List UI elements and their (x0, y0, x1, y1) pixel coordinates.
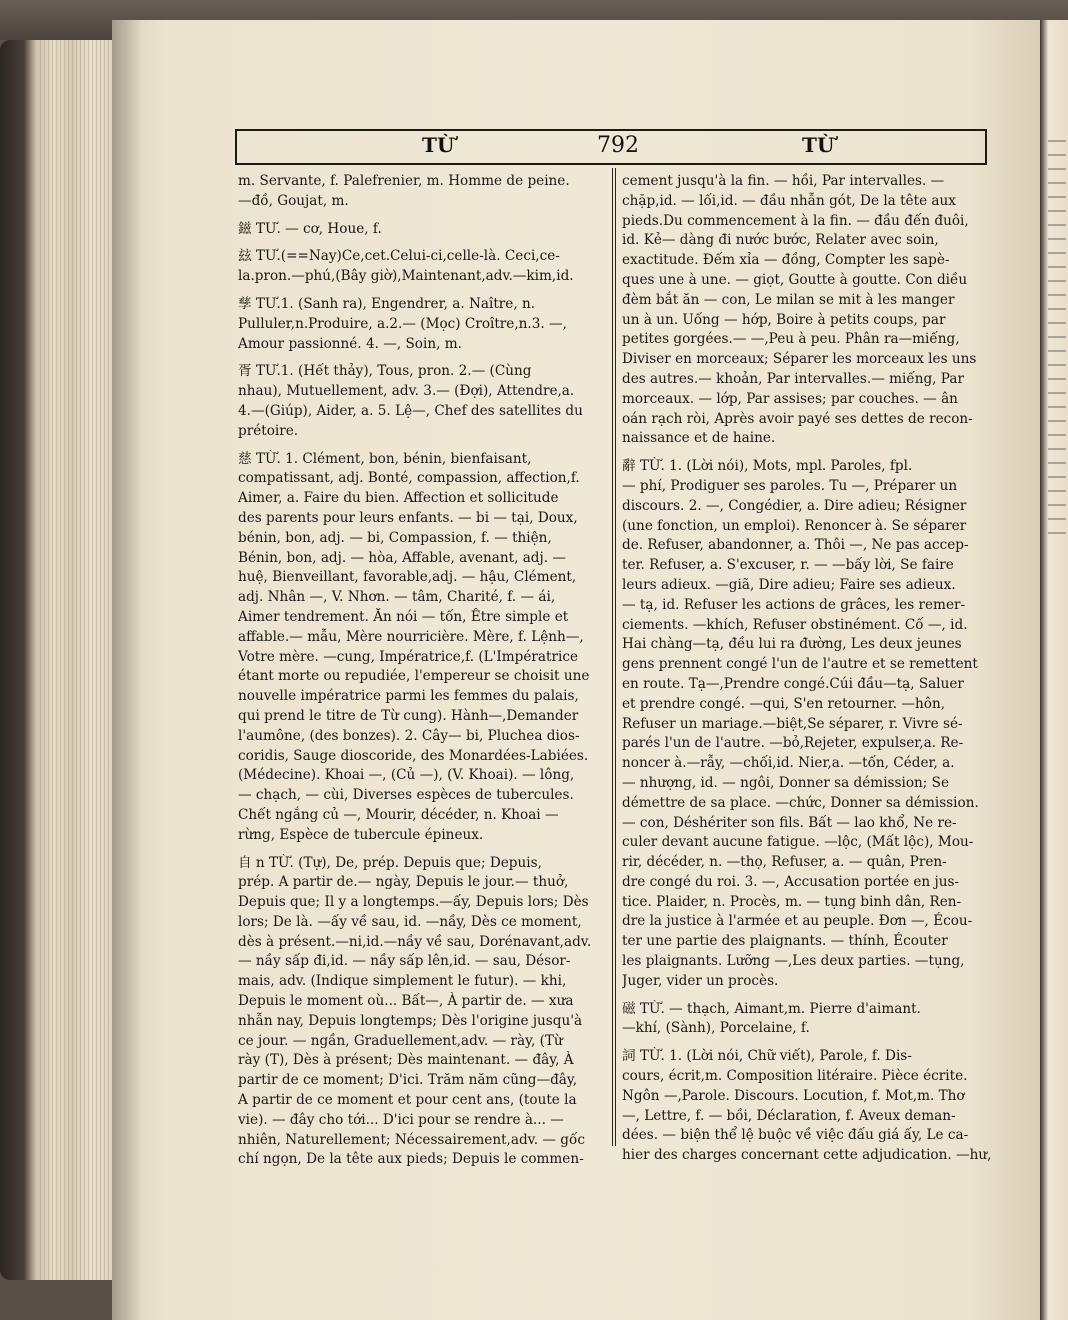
column-divider (612, 168, 616, 1146)
text-line: les plaignants. Lưỡng —,Les deux parties. —tụng, (622, 953, 965, 970)
text-line: tice. Plaider, n. Procès, m. — tụng binh dân, Ren- (622, 893, 962, 910)
text-line: exactitude. Đếm xỉa — đồng, Compter les sapè- (622, 252, 950, 269)
text-line: vie). — đây cho tới... D'ici pour se rendre à... — (238, 1111, 564, 1128)
text-line: naissance et de haine. (622, 430, 776, 447)
text-line: Chết ngắng củ —, Mourir, décéder, n. Khoai — (238, 806, 559, 823)
text-line: la.pron.—phú,(Bây giờ),Maintenant,adv.—kim,id. (238, 268, 574, 285)
text-line: 磁 TỪ. — thạch, Aimant,m. Pierre d'aimant. (622, 1000, 921, 1017)
page-number: 792 (597, 133, 639, 158)
text-line: chí ngọn, De la tête aux pieds; Depuis le commen- (238, 1151, 584, 1168)
text-line: id. Kẻ— dàng đi nước bước, Relater avec soin, (622, 232, 939, 249)
text-line: de. Refuser, abandonner, a. Thôi —, Ne pas accep- (622, 537, 969, 554)
header-left-word: TỪ (422, 133, 455, 157)
text-line: (Médecine). Khoai —, (Củ —), (V. Khoai). — lông, (238, 767, 575, 784)
text-line: lors; De là. —ấy về sau, id. —nầy, Dès ce moment, (238, 913, 582, 930)
text-line: coridis, Sauge dioscoride, des Monardées-Labiées. (238, 747, 589, 764)
text-line: leurs adieux. —giã, Dire adieu; Faire ses adieux. (622, 576, 956, 593)
text-line: Votre mère. —cung, Impératrice,f. (L'Impératrice (238, 648, 578, 665)
text-line: 辭 TỪ. 1. (Lời nói), Mots, mpl. Paroles, fpl. (622, 458, 913, 475)
entry-gap (238, 239, 613, 247)
facing-page-edge (1040, 20, 1068, 1320)
text-line: ter une partie des plaignants. — thính, Écouter (622, 933, 948, 950)
text-line: ques une à une. — giọt, Goutte à goutte. Con diều (622, 271, 968, 288)
text-line: Amour passionné. 4. —, Soin, m. (238, 335, 462, 352)
text-line: compatissant, adj. Bonté, compassion, affection,f. (238, 470, 580, 487)
text-line: Refuser un mariage.—biệt,Se séparer, r. Vivre sé- (622, 715, 963, 732)
text-line: — chạch, — cùi, Diverses espèces de tubercules. (238, 787, 574, 804)
text-line: —đồ, Goujat, m. (238, 192, 349, 209)
text-line: démettre de sa place. —chức, Donner sa démission. (622, 794, 979, 811)
text-line: Depuis le moment où... Bất—, À partir de. — xưa (238, 993, 574, 1010)
text-line: petites gorgées.— —,Peu à peu. Phân ra—miếng, (622, 331, 960, 348)
text-line: 玆 TƯ.(==Nay)Ce,cet.Celui-ci,celle-là. Ceci,ce- (238, 248, 560, 265)
text-line: Diviser en morceaux; Séparer les morceaux les uns (622, 351, 977, 368)
text-line: étant morte ou repudiée, l'empereur se choisit une (238, 668, 590, 685)
text-line: ter. Refuser, a. S'excuser, r. — —bấy lời, Se faire (622, 557, 954, 574)
text-line: 慈 TỪ. 1. Clément, bon, bénin, bienfaisant, (238, 450, 532, 467)
entry-gap (238, 442, 613, 450)
right-column (622, 172, 997, 1166)
text-line: — tạ, id. Refuser les actions de grâces, les remer- (622, 596, 966, 613)
text-line: rir, décéder, n. —thọ, Refuser, a. — quân, Pren- (622, 854, 947, 871)
text-line: culer devant aucune fatigue. —lộc, (Mất lộc), Mou- (622, 834, 974, 851)
entry-gap (238, 212, 613, 220)
page-edges (0, 40, 120, 1280)
text-line: en route. Tạ—,Prendre congé.Cúi đầu—tạ, Saluer (622, 675, 964, 692)
text-line: 鎡 TƯ. — cơ, Houe, f. (238, 220, 382, 237)
text-line: Juger, vider un procès. (622, 972, 779, 989)
text-line: un à un. Uống — hớp, Boire à petits coups, par (622, 311, 946, 328)
text-line: prétoire. (238, 422, 299, 439)
text-line: Ngôn —,Parole. Discours. Locution, f. Mot,m. Thơ (622, 1087, 965, 1104)
text-line: rày (T), Dès à présent; Dès maintenant. — đây, À (238, 1052, 574, 1069)
text-line: 孳 TƯ.1. (Sanh ra), Engendrer, a. Naître, n. (238, 295, 536, 312)
text-line: chặp,id. — lối,id. — đầu nhẫn gót, De la tête aux (622, 192, 956, 209)
text-line: gens prennent congé l'un de l'autre et se remettent (622, 656, 978, 673)
text-line: dès à présent.—ni,id.—nầy về sau, Dorénavant,adv. (238, 933, 592, 950)
text-line: Aimer tendrement. Ăn nói — tốn, Être simple et (238, 608, 569, 625)
text-line: (une fonction, un emploi). Renoncer à. Se séparer (622, 517, 967, 534)
text-line: l'aumône, (des bonzes). 2. Cây— bi, Pluchea dios- (238, 727, 580, 744)
text-line: đèm bắt ăn — con, Le milan se mit à les manger (622, 291, 955, 308)
entry-gap (622, 992, 997, 1000)
text-line: 詞 TỪ. 1. (Lời nói, Chữ viết), Parole, f. Dis- (622, 1048, 912, 1065)
text-line: discours. 2. —, Congédier, a. Dire adieu; Résigner (622, 497, 967, 514)
text-line: cours, écrit,m. Composition litéraire. Pièce écrite. (622, 1068, 968, 1085)
text-line: oán rạch ròi, Après avoir payé ses dettes de recon- (622, 410, 973, 427)
text-line: Bénin, bon, adj. — hòa, Affable, avenant, adj. — (238, 549, 566, 566)
text-line: Aimer, a. Faire du bien. Affection et sollicitude (238, 490, 559, 507)
text-line: nouvelle impératrice parmi les femmes du palais, (238, 688, 579, 705)
header-right-word: TỪ (802, 133, 835, 157)
text-line: — nầy sấp đi,id. — nầy sấp lên,id. — sau, Désor- (238, 953, 571, 970)
text-line: dre congé du roi. 3. —, Accusation portée en jus- (622, 873, 960, 890)
text-line: — phí, Prodiguer ses paroles. Tu —, Préparer un (622, 477, 958, 494)
text-line: noncer à.—rẫy, —chối,id. Nier,a. —tốn, Céder, a. (622, 755, 955, 772)
text-line: des parents pour leurs enfants. — bi — tại, Doux, (238, 509, 578, 526)
text-line: prép. A partir de.— ngày, Depuis le jour.— thuở, (238, 874, 569, 891)
text-line: Depuis que; Il y a longtemps.—ấy, Depuis lors; Dès (238, 894, 589, 911)
entry-gap (238, 287, 613, 295)
text-line: dées. — biện thể lệ buộc về việc đấu giá ấy, Le ca- (622, 1127, 969, 1144)
text-line: nhẫn nay, Depuis longtemps; Dès l'origine jusqu'à (238, 1012, 583, 1029)
text-line: pieds.Du commencement à la fin. — đầu đến đuôi, (622, 212, 969, 229)
left-column (238, 172, 613, 1170)
text-line: A partir de ce moment et pour cent ans, (toute la (238, 1092, 577, 1109)
entry-gap (622, 1039, 997, 1047)
text-line: hier des charges concernant cette adjudication. —hư, (622, 1147, 992, 1164)
text-line: huệ, Bienveillant, favorable,adj. — hậu, Clément, (238, 569, 577, 586)
text-line: morceaux. — lớp, Par assises; par couches. — ân (622, 390, 958, 407)
text-line: rừng, Espèce de tubercule épineux. (238, 826, 484, 843)
text-line: parés l'un de l'autre. —bỏ,Rejeter, expulser,a. Re- (622, 735, 964, 752)
text-line: et prendre congé. —qui, S'en retourner. —hôn, (622, 695, 946, 712)
text-line: 4.—(Giúp), Aider, a. 5. Lệ—, Chef des satellites du (238, 402, 583, 419)
text-line: adj. Nhân —, V. Nhơn. — tâm, Charité, f. — ái, (238, 589, 556, 606)
text-line: nhiên, Naturellement; Nécessairement,adv. — gốc (238, 1131, 585, 1148)
text-line: — nhượng, id. — ngôi, Donner sa démission; Se (622, 774, 950, 791)
entry-gap (238, 846, 613, 854)
text-line: 胥 TƯ.1. (Hết thảy), Tous, pron. 2.— (Cùng (238, 363, 532, 380)
text-line: qui prend le titre de Từ cung). Hành—,Demander (238, 707, 579, 724)
text-line: bénin, bon, adj. — bi, Compassion, f. — thiện, (238, 529, 552, 546)
text-line: des autres.— khoản, Par intervalles.— miếng, Par (622, 370, 964, 387)
text-line: ciements. —khích, Refuser obstinément. Cố —, id. (622, 616, 968, 633)
text-line: nhau), Mutuellement, adv. 3.— (Đợi), Attendre,a. (238, 383, 575, 400)
text-line: mais, adv. (Indique simplement le futur). — khi, (238, 973, 567, 990)
text-line: partir de ce moment; D'ici. Trăm năm cũng—đây, (238, 1072, 578, 1089)
text-line: —, Lettre, f. — bồi, Déclaration, f. Aveux deman- (622, 1107, 956, 1124)
text-line: — con, Déshériter son fils. Bất — lao khổ, Ne re- (622, 814, 957, 831)
running-header (235, 129, 987, 165)
text-line: m. Servante, f. Palefrenier, m. Homme de peine. (238, 173, 570, 189)
text-line: affable.— mẫu, Mère nourricière. Mère, f. Lệnh—, (238, 628, 584, 645)
text-line: Hai chàng—tạ, đều lui ra đường, Les deux jeunes (622, 636, 962, 653)
text-line: 自 n TỪ. (Tự), De, prép. Depuis que; Depuis, (238, 854, 542, 871)
entry-gap (238, 354, 613, 362)
text-line: —khí, (Sành), Porcelaine, f. (622, 1020, 810, 1037)
text-line: Pulluler,n.Produire, a.2.— (Mọc) Croître,n.3. —, (238, 315, 567, 332)
text-line: cement jusqu'à la fin. — hồi, Par intervalles. — (622, 173, 945, 189)
page-fold-shadow (112, 20, 142, 1320)
entry-gap (622, 449, 997, 457)
text-line: dre la justice à l'armée et au peuple. Đơn —, Écou- (622, 913, 973, 930)
text-line: ce jour. — ngần, Graduellement,adv. — rày, (Từ (238, 1032, 563, 1049)
